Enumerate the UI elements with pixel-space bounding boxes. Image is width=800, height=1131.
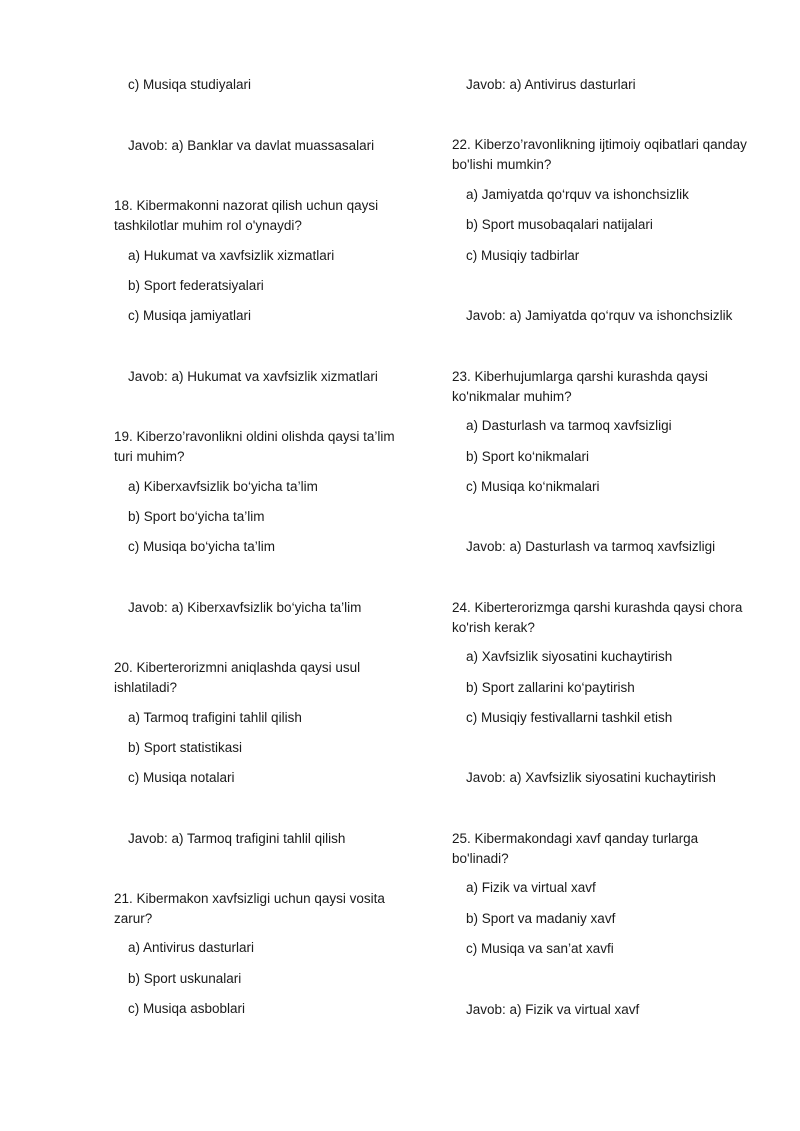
answer-text: Javob: a) Fizik va virtual xavf — [466, 1002, 640, 1017]
option-c: c) Musiqa va san’at xavfi — [466, 941, 614, 956]
answer-text: Javob: a) Tarmoq trafigini tahlil qilish — [128, 831, 346, 846]
option-b: b) Sport musobaqalari natijalari — [466, 217, 653, 232]
question-20: 20. Kiberterorizmni aniqlashda qaysi usul ishlatiladi? — [114, 660, 361, 695]
option-a: a) Fizik va virtual xavf — [466, 880, 596, 895]
option-b: b) Sport statistikasi — [128, 740, 243, 755]
answer-text: Javob: a) Antivirus dasturlari — [466, 77, 636, 92]
option-a: a) Antivirus dasturlari — [128, 940, 255, 955]
option-c: c) Musiqa ko‘nikmalari — [466, 479, 600, 494]
question-21: 21. Kibermakon xavfsizligi uchun qaysi vosita zarur? — [114, 891, 385, 926]
option-b: b) Sport bo‘yicha ta’lim — [128, 509, 265, 524]
option-c: c) Musiqa studiyalari — [128, 77, 252, 92]
question-19: 19. Kiberzo’ravonlikni oldini olishda qaysi ta’lim turi muhim? — [114, 429, 395, 464]
option-c: c) Musiqa jamiyatlari — [128, 308, 252, 323]
question-25: 25. Kibermakondagi xavf qanday turlarga bo'linadi? — [452, 831, 699, 866]
option-a: a) Hukumat va xavfsizlik xizmatlari — [128, 248, 335, 263]
option-b: b) Sport uskunalari — [128, 971, 242, 986]
question-22: 22. Kiberzo’ravonlikning ijtimoiy oqibatlari qanday bo'lishi mumkin? — [452, 137, 747, 172]
answer-text: Javob: a) Jamiyatda qo‘rquv va ishonchsizlik — [466, 308, 733, 323]
option-a: a) Dasturlash va tarmoq xavfsizligi — [466, 418, 672, 433]
option-c: c) Musiqa asboblari — [128, 1001, 246, 1016]
answer-text: Javob: a) Kiberxavfsizlik bo‘yicha ta’lim — [128, 600, 362, 615]
option-c: c) Musiqa notalari — [128, 770, 235, 785]
question-18: 18. Kibermakonni nazorat qilish uchun qaysi tashkilotlar muhim rol o'ynaydi? — [114, 198, 379, 233]
answer-text: Javob: a) Dasturlash va tarmoq xavfsizligi — [466, 539, 716, 554]
option-b: b) Sport va madaniy xavf — [466, 911, 616, 926]
option-b: b) Sport ko‘nikmalari — [466, 449, 590, 464]
option-c: c) Musiqiy tadbirlar — [466, 248, 580, 263]
option-c: c) Musiqiy festivallarni tashkil etish — [466, 710, 673, 725]
option-c: c) Musiqa bo‘yicha ta’lim — [128, 539, 276, 554]
answer-text: Javob: a) Banklar va davlat muassasalari — [128, 138, 375, 153]
option-a: a) Tarmoq trafigini tahlil qilish — [128, 710, 302, 725]
answer-text: Javob: a) Hukumat va xavfsizlik xizmatlari — [128, 369, 378, 384]
option-b: b) Sport zallarini ko‘paytirish — [466, 680, 635, 695]
option-a: a) Kiberxavfsizlik bo‘yicha ta’lim — [128, 479, 318, 494]
option-b: b) Sport federatsiyalari — [128, 278, 264, 293]
option-a: a) Xavfsizlik siyosatini kuchaytirish — [466, 649, 673, 664]
question-23: 23. Kiberhujumlarga qarshi kurashda qaysi ko'nikmalar muhim? — [452, 369, 708, 404]
answer-text: Javob: a) Xavfsizlik siyosatini kuchaytirish — [466, 770, 716, 785]
question-24: 24. Kiberterorizmga qarshi kurashda qaysi chora ko'rish kerak? — [452, 600, 743, 635]
option-a: a) Jamiyatda qo‘rquv va ishonchsizlik — [466, 187, 689, 202]
